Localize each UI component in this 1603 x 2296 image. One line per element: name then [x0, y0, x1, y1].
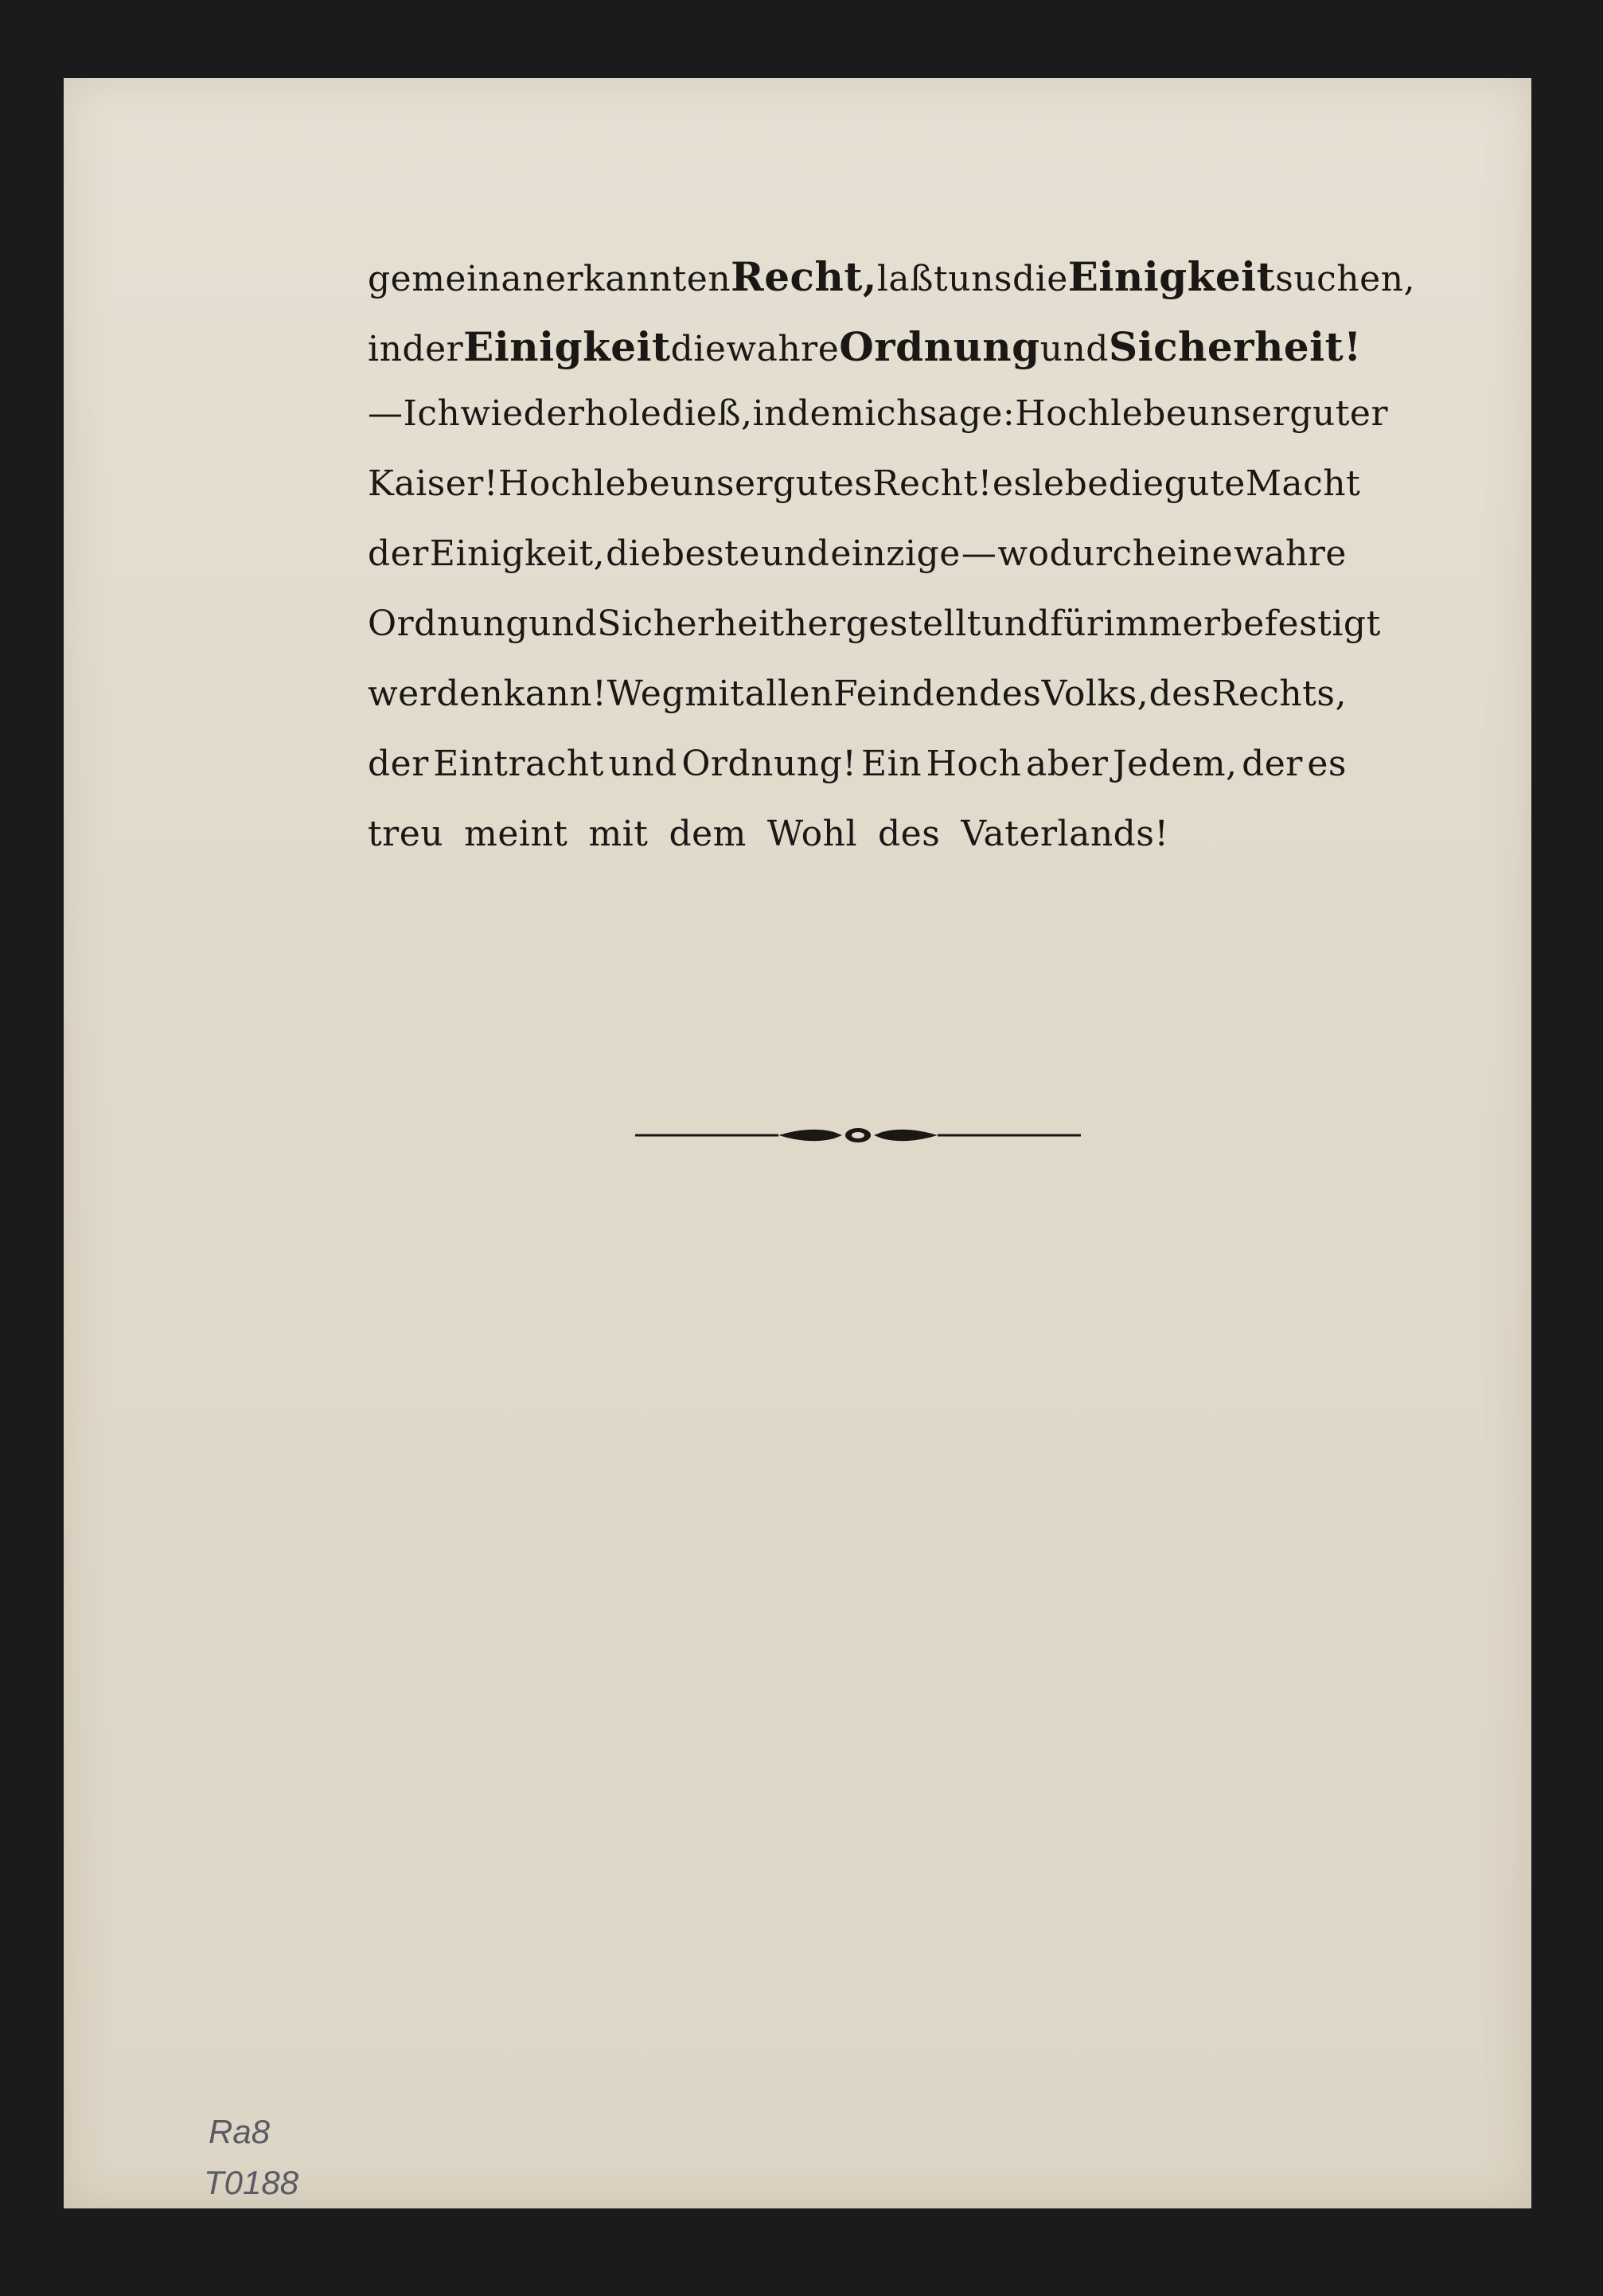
text-line-4: [368, 463, 1361, 533]
text-line-1: [368, 253, 1416, 323]
show-through-text: [368, 954, 1347, 1024]
word: wahre: [726, 329, 840, 369]
word: Kaiser!: [368, 463, 499, 504]
word: —: [961, 533, 997, 574]
text-line-6: [368, 603, 1381, 674]
text-line-8: [368, 744, 1347, 814]
word: Hoch: [498, 463, 594, 504]
word: befestigt: [1220, 603, 1381, 644]
word: kann!: [503, 674, 607, 714]
word: unser: [670, 463, 774, 504]
word: und: [528, 603, 598, 644]
word: es: [992, 463, 1032, 504]
word: einzige: [830, 533, 961, 574]
bold-word: Ordnung: [839, 323, 1040, 370]
handwritten-annotation: Ra8: [209, 2113, 271, 2150]
word: hergestellt: [784, 603, 981, 644]
word: dem: [669, 814, 747, 854]
word: die: [1108, 463, 1164, 504]
word: Weg: [606, 674, 684, 714]
document-page: [64, 78, 1531, 2208]
ornament-divider: [635, 1121, 1081, 1150]
word: gutes: [773, 463, 873, 504]
word: des: [1149, 674, 1211, 714]
word: ich: [864, 393, 919, 434]
word: allen: [744, 674, 833, 714]
word: und: [608, 744, 677, 784]
word: lebe: [1110, 393, 1188, 434]
word: unser: [1187, 393, 1290, 434]
word: es: [1307, 744, 1347, 784]
word: indem: [752, 393, 865, 434]
word: uns: [948, 259, 1012, 299]
word: beste: [661, 533, 760, 574]
word: Volks,: [1041, 674, 1149, 714]
word: meint: [464, 814, 568, 854]
word: Eintracht: [433, 744, 604, 784]
bold-word: Sicherheit!: [1108, 323, 1362, 370]
body-text: [368, 253, 1416, 884]
text-line-7: [368, 674, 1347, 744]
handwritten-annotation: T0188: [204, 2164, 299, 2201]
word: laßt: [876, 259, 949, 299]
word: Recht!: [872, 463, 993, 504]
word: Feinden: [833, 674, 979, 714]
word: werden: [368, 674, 504, 714]
word: Wohl: [766, 814, 858, 854]
word: in: [368, 329, 403, 369]
word: und: [760, 533, 830, 574]
word: Ordnung: [368, 603, 528, 644]
word: die: [606, 533, 661, 574]
text-line-2: [368, 323, 1362, 393]
word: der: [1242, 744, 1303, 784]
word: mit: [684, 674, 745, 714]
word: mit: [588, 814, 649, 854]
text-line-5: [368, 533, 1347, 603]
word: lebe: [593, 463, 671, 504]
word: Vaterlands!: [961, 814, 1169, 854]
text-line-9: [368, 814, 1347, 884]
word: die: [670, 329, 727, 369]
word: Macht: [1245, 463, 1361, 504]
word: anerkannten: [501, 259, 731, 299]
word: und: [1039, 329, 1109, 369]
word: die: [1012, 259, 1068, 299]
word: Hoch: [1015, 393, 1111, 434]
word: Jedem,: [1112, 744, 1238, 784]
word: lebe: [1032, 463, 1109, 504]
word: suchen,: [1275, 259, 1416, 299]
word: Sicherheit: [597, 603, 785, 644]
word: gute: [1164, 463, 1246, 504]
word: gemein: [368, 259, 501, 299]
word: des: [979, 674, 1042, 714]
word: eine: [1156, 533, 1234, 574]
word: Hoch: [926, 744, 1022, 784]
word: —: [368, 393, 404, 434]
word: für: [1050, 603, 1104, 644]
word: des: [878, 814, 941, 854]
bold-word: Recht,: [731, 253, 877, 300]
word: aber: [1025, 744, 1109, 784]
word: Einigkeit,: [429, 533, 606, 574]
word: wodurch: [997, 533, 1156, 574]
word: treu: [368, 814, 444, 854]
word: Rechts,: [1211, 674, 1347, 714]
word: Ein: [861, 744, 922, 784]
word: Ordnung!: [681, 744, 857, 784]
word: wiederhole: [460, 393, 662, 434]
word: der: [368, 533, 429, 574]
word: und: [981, 603, 1051, 644]
word: dieß,: [661, 393, 753, 434]
word: Ich: [403, 393, 461, 434]
word: der: [402, 329, 464, 369]
word: der: [368, 744, 429, 784]
word: sage:: [919, 393, 1016, 434]
word: guter: [1289, 393, 1388, 434]
word: wahre: [1234, 533, 1347, 574]
bold-word: Einigkeit: [463, 323, 671, 370]
word: immer: [1103, 603, 1221, 644]
bold-word: Einigkeit: [1067, 253, 1276, 300]
text-line-3: [368, 393, 1388, 463]
